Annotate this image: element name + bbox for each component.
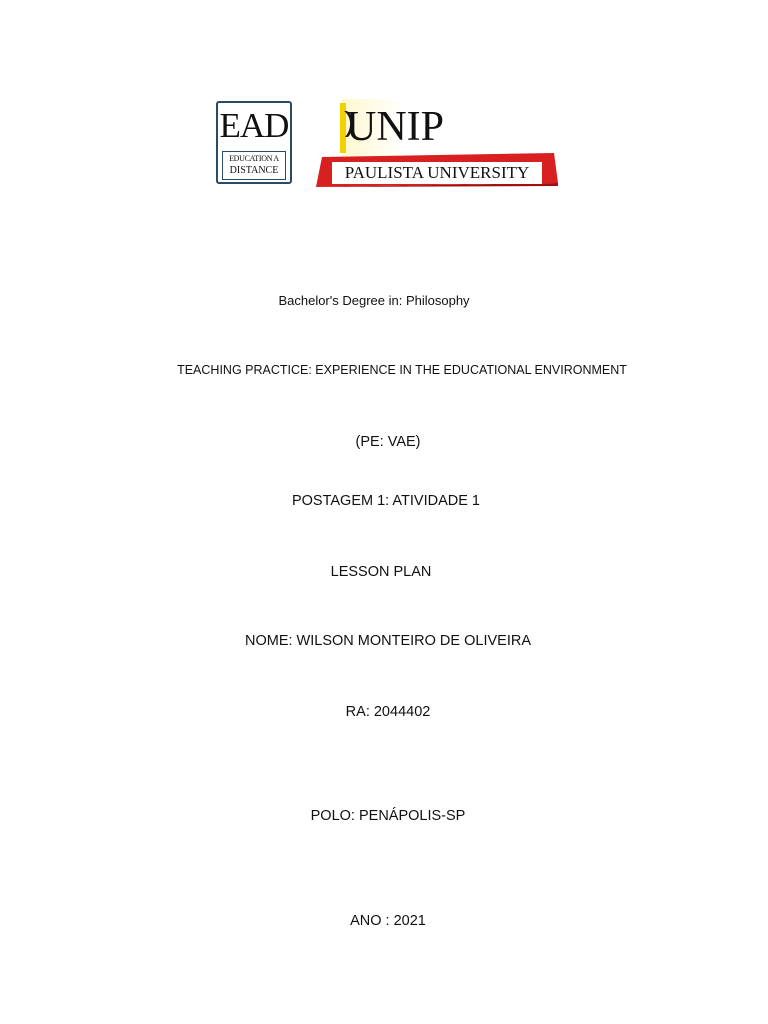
course-code: (PE: VAE)	[355, 434, 421, 450]
student-ra: RA: 2044402	[345, 704, 431, 720]
ead-logo-subtitle-line2: DISTANCE	[229, 165, 279, 176]
ead-logo-subtitle-line1: EDUCATION A	[229, 154, 279, 163]
document-type: LESSON PLAN	[330, 564, 432, 580]
degree-text: Bachelor's Degree in: Philosophy	[278, 293, 470, 308]
student-name: NOME: WILSON MONTEIRO DE OLIVEIRA	[244, 633, 531, 649]
unip-logo	[316, 99, 558, 189]
course-title: TEACHING PRACTICE: EXPERIENCE IN THE EDUCATIONAL ENVIRONMENT	[177, 363, 627, 377]
study-center: POLO: PENÁPOLIS-SP	[310, 808, 466, 824]
unip-logo-title: UNIP	[346, 104, 445, 150]
ead-logo-title: EAD	[219, 106, 289, 145]
document-year: ANO : 2021	[350, 913, 426, 929]
ead-logo-subtitle-box	[222, 151, 286, 180]
unip-logo-band-label: PAULISTA UNIVERSITY	[332, 162, 542, 184]
posting-activity: POSTAGEM 1: ATIVIDADE 1	[291, 493, 480, 509]
ead-logo	[216, 101, 292, 184]
